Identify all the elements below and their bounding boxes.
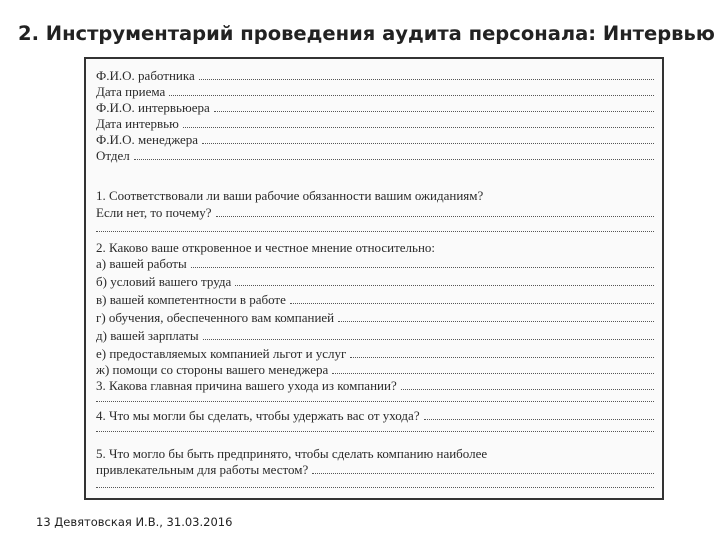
- slide-footer: 13 Девятовская И.В., 31.03.2016: [36, 515, 233, 529]
- answer-line: [96, 231, 654, 232]
- fill-line: [214, 111, 654, 112]
- fill-line: [169, 95, 654, 96]
- question-3: [96, 377, 654, 393]
- fill-line: [199, 79, 654, 80]
- fill-line: [332, 373, 654, 374]
- question-text: 5. Что могло бы быть предпринято, чтобы сделать компанию наиболее: [96, 446, 488, 461]
- fill-line: [338, 321, 654, 322]
- item-label: в) вашей компетентности в работе: [96, 292, 286, 307]
- fill-line: [216, 216, 654, 217]
- question-2-item: [96, 345, 654, 361]
- item-label: а) вашей работы: [96, 256, 187, 271]
- question-1-text: [96, 187, 654, 203]
- fill-line: [203, 339, 654, 340]
- question-2-item: [96, 327, 654, 343]
- fill-line: [235, 285, 654, 286]
- field-label: Отдел: [96, 148, 130, 163]
- item-label: г) обучения, обеспеченного вам компанией: [96, 310, 335, 325]
- answer-line: [96, 401, 654, 402]
- item-label: б) условий вашего труда: [96, 274, 232, 289]
- fill-line: [202, 143, 654, 144]
- field-label: Ф.И.О. работника: [96, 68, 195, 83]
- question-text: 2. Каково ваше откровенное и честное мнение относительно:: [96, 240, 436, 255]
- fill-line: [183, 127, 654, 128]
- fill-line: [312, 473, 654, 474]
- field-hire-date: [96, 83, 654, 99]
- question-2-item: [96, 255, 654, 271]
- question-2-item: [96, 309, 654, 325]
- answer-line: [96, 431, 654, 432]
- fill-line: [191, 267, 654, 268]
- field-interviewer-name: [96, 99, 654, 115]
- field-employee-name: [96, 67, 654, 83]
- fill-line: [290, 303, 654, 304]
- question-2-item: [96, 273, 654, 289]
- slide-title: 2. Инструментарий проведения аудита персонала: Интервью: [18, 22, 715, 45]
- question-2-heading: [96, 239, 654, 255]
- question-text: 4. Что мы могли бы сделать, чтобы удержать вас от ухода?: [96, 408, 420, 423]
- fill-line: [424, 419, 654, 420]
- question-5-continued: [96, 461, 654, 477]
- question-4: [96, 407, 654, 423]
- item-label: ж) помощи со стороны вашего менеджера: [96, 362, 329, 377]
- field-label: Ф.И.О. интервьюера: [96, 100, 210, 115]
- question-2-item: [96, 361, 654, 377]
- field-label: Дата интервью: [96, 116, 179, 131]
- field-department: [96, 147, 654, 163]
- field-label: Ф.И.О. менеджера: [96, 132, 199, 147]
- question-text: Если нет, то почему?: [96, 205, 212, 220]
- question-1-why: [96, 204, 654, 220]
- question-text: привлекательным для работы местом?: [96, 462, 309, 477]
- answer-line: [96, 487, 654, 488]
- fill-line: [134, 159, 654, 160]
- question-2-item: [96, 291, 654, 307]
- item-label: д) вашей зарплаты: [96, 328, 199, 343]
- item-label: е) предоставляемых компанией льгот и услуг: [96, 346, 347, 361]
- field-manager-name: [96, 131, 654, 147]
- field-interview-date: [96, 115, 654, 131]
- question-5-text: [96, 445, 654, 461]
- fill-line: [401, 389, 654, 390]
- question-text: 1. Соответствовали ли ваши рабочие обязанности вашим ожиданиям?: [96, 188, 484, 203]
- fill-line: [350, 357, 654, 358]
- exit-interview-form: [84, 57, 664, 500]
- field-label: Дата приема: [96, 84, 166, 99]
- question-text: 3. Какова главная причина вашего ухода из компании?: [96, 378, 397, 393]
